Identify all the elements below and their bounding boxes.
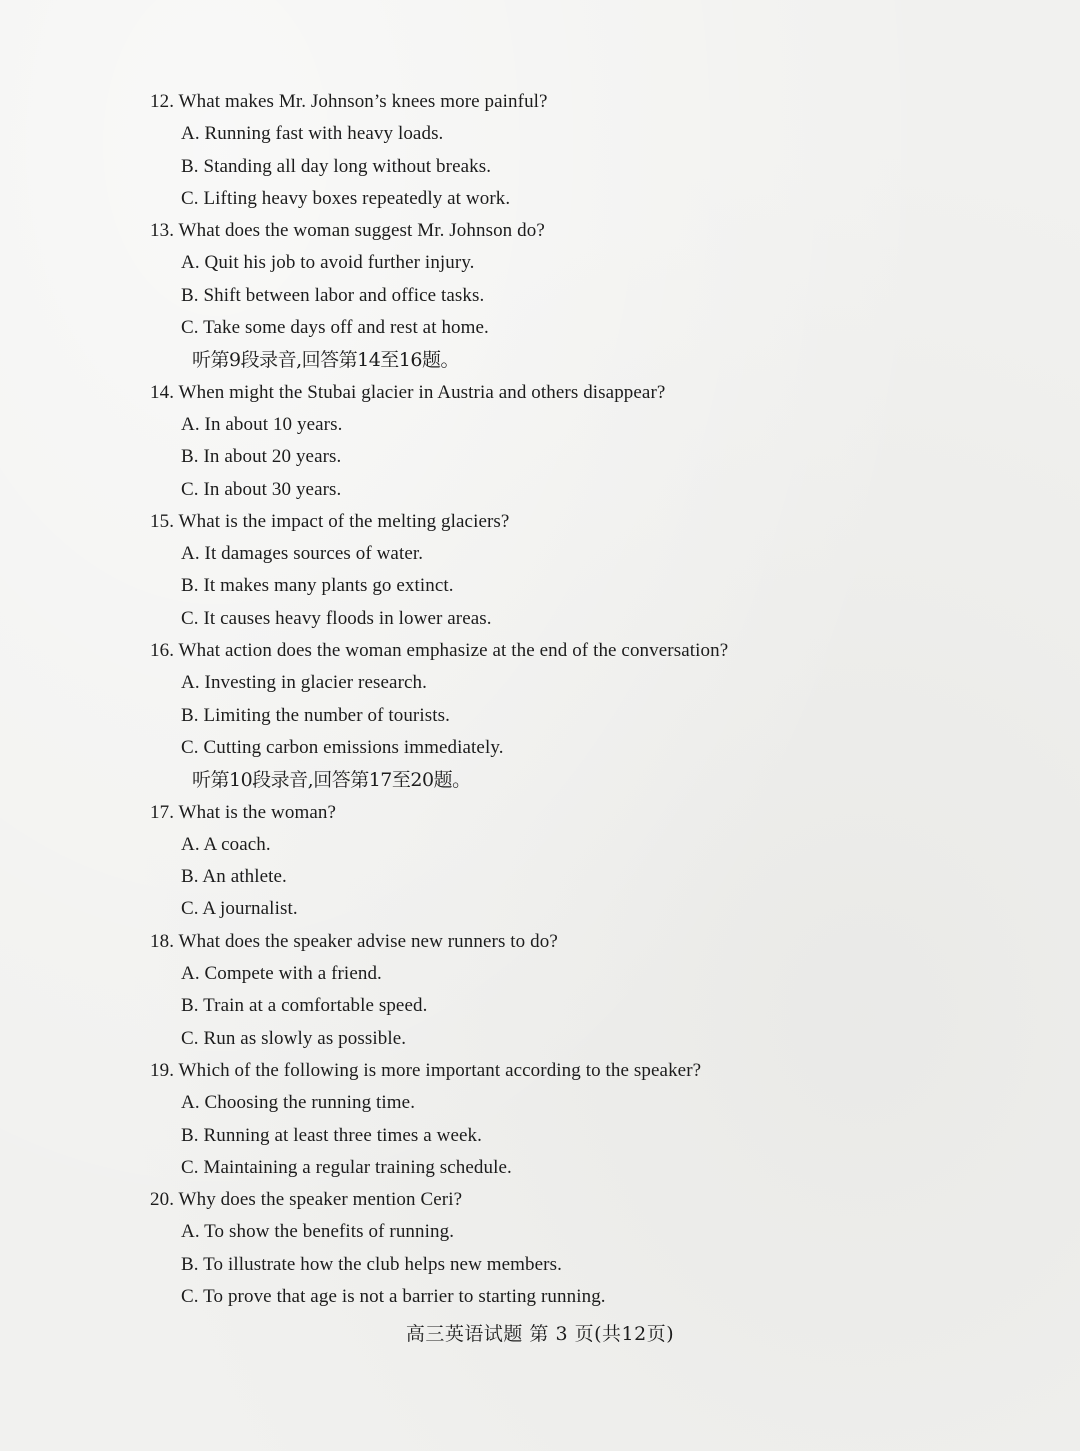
- question-15-option-a: A. It damages sources of water.: [181, 543, 424, 565]
- question-17-option-b: B. An athlete.: [181, 866, 287, 888]
- question-14-option-b: B. In about 20 years.: [181, 446, 342, 468]
- question-14-option-a: A. In about 10 years.: [181, 413, 343, 435]
- question-16-option-b: B. Limiting the number of tourists.: [181, 704, 450, 726]
- question-20-option-a: A. To show the benefits of running.: [181, 1221, 455, 1243]
- question-16: 16. What action does the woman emphasize at the end of the conversation?: [150, 640, 729, 662]
- section-9-instruction: 听第9段录音,回答第14至16题。: [192, 349, 459, 372]
- question-20-option-b: B. To illustrate how the club helps new members.: [181, 1253, 562, 1275]
- questions-block: [150, 86, 830, 1313]
- question-20: 20. Why does the speaker mention Ceri?: [150, 1189, 463, 1211]
- question-13: 13. What does the woman suggest Mr. Johnson do?: [150, 220, 545, 242]
- question-12-option-b: B. Standing all day long without breaks.: [181, 155, 492, 177]
- question-12-option-c: C. Lifting heavy boxes repeatedly at work.: [181, 187, 511, 209]
- question-19: 19. Which of the following is more important according to the speaker?: [150, 1059, 702, 1081]
- question-12-option-a: A. Running fast with heavy loads.: [181, 123, 444, 145]
- question-18-option-c: C. Run as slowly as possible.: [181, 1027, 407, 1049]
- question-20-option-c: C. To prove that age is not a barrier to starting running.: [181, 1285, 606, 1307]
- question-19-option-c: C. Maintaining a regular training schedule.: [181, 1156, 512, 1178]
- question-17: 17. What is the woman?: [150, 801, 337, 823]
- question-15-option-b: B. It makes many plants go extinct.: [181, 575, 454, 597]
- question-14: 14. When might the Stubai glacier in Austria and others disappear?: [150, 381, 666, 403]
- question-14-option-c: C. In about 30 years.: [181, 478, 342, 500]
- question-16-option-c: C. Cutting carbon emissions immediately.: [181, 736, 504, 758]
- question-17-option-c: C. A journalist.: [181, 898, 298, 920]
- question-15: 15. What is the impact of the melting glaciers?: [150, 510, 510, 532]
- question-13-option-b: B. Shift between labor and office tasks.: [181, 284, 485, 306]
- question-18-option-b: B. Train at a comfortable speed.: [181, 995, 428, 1017]
- question-19-option-a: A. Choosing the running time.: [181, 1092, 416, 1114]
- question-18: 18. What does the speaker advise new runners to do?: [150, 930, 558, 952]
- question-15-option-c: C. It causes heavy floods in lower areas.: [181, 607, 492, 629]
- question-13-option-c: C. Take some days off and rest at home.: [181, 317, 489, 339]
- question-18-option-a: A. Compete with a friend.: [181, 963, 382, 985]
- page-footer: 高三英语试题 第 3 页(共12页): [405, 1323, 675, 1345]
- question-16-option-a: A. Investing in glacier research.: [181, 672, 427, 694]
- question-13-option-a: A. Quit his job to avoid further injury.: [181, 252, 475, 274]
- question-17-option-a: A. A coach.: [181, 833, 271, 855]
- question-19-option-b: B. Running at least three times a week.: [181, 1124, 482, 1146]
- section-10-instruction: 听第10段录音,回答第17至20题。: [192, 769, 471, 792]
- question-12: 12. What makes Mr. Johnson’s knees more painful?: [150, 91, 548, 112]
